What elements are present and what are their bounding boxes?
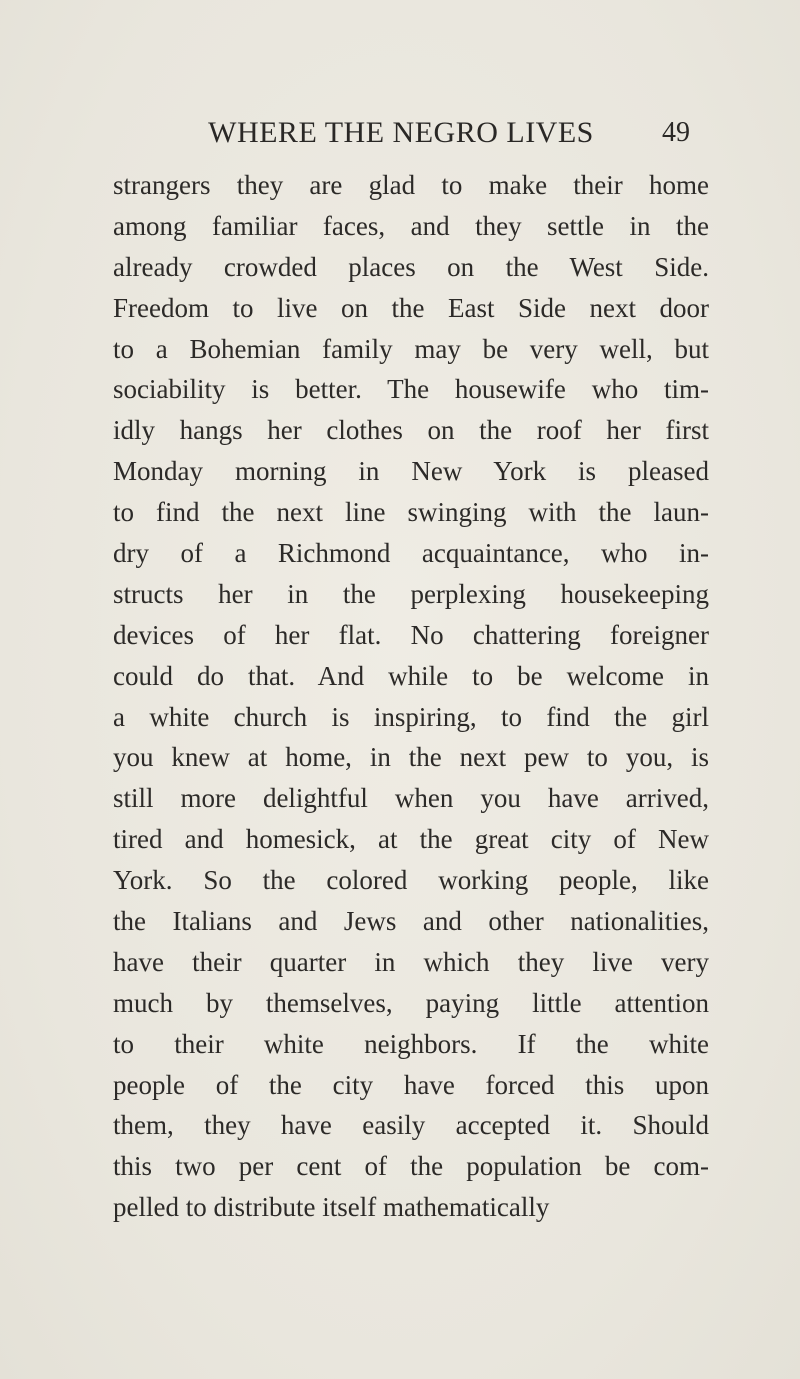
running-head	[118, 113, 690, 153]
running-head-title: WHERE THE NEGRO LIVES	[208, 116, 594, 149]
text-line: still more delightful when you have arrived,	[113, 783, 709, 814]
text-line: to find the next line swinging with the laun-	[113, 497, 709, 528]
text-line: idly hangs her clothes on the roof her first	[113, 415, 709, 446]
text-line: pelled to distribute itself mathematically	[113, 1192, 550, 1223]
text-line: devices of her flat. No chattering foreigner	[113, 619, 709, 650]
text-line: tired and homesick, at the great city of New	[113, 824, 709, 855]
text-line: you knew at home, in the next pew to you, is	[113, 742, 709, 773]
text-line: to a Bohemian family may be very well, but	[113, 333, 709, 364]
text-line: structs her in the perplexing housekeeping	[113, 578, 709, 609]
text-line: Freedom to live on the East Side next door	[113, 292, 709, 323]
text-line: could do that. And while to be welcome in	[113, 660, 709, 691]
body-paragraph	[113, 165, 709, 1228]
text-line: York. So the colored working people, like	[113, 865, 709, 896]
text-line: to their white neighbors. If the white	[113, 1028, 709, 1059]
text-line: dry of a Richmond acquaintance, who in-	[113, 538, 709, 569]
text-line: Monday morning in New York is pleased	[113, 456, 709, 487]
page-number: 49	[662, 117, 690, 148]
text-line: people of the city have forced this upon	[113, 1069, 709, 1100]
text-line: the Italians and Jews and other nationalities,	[113, 906, 709, 937]
text-line: among familiar faces, and they settle in the	[113, 210, 709, 241]
text-line: sociability is better. The housewife who tim-	[113, 374, 709, 405]
text-line: a white church is inspiring, to find the girl	[113, 701, 709, 732]
text-line: much by themselves, paying little attention	[113, 987, 709, 1018]
text-line: them, they have easily accepted it. Should	[113, 1110, 709, 1141]
text-line: strangers they are glad to make their home	[113, 170, 709, 200]
text-line: already crowded places on the West Side.	[113, 251, 709, 282]
text-line: have their quarter in which they live very	[113, 946, 709, 977]
text-line: this two per cent of the population be com-	[113, 1151, 709, 1182]
